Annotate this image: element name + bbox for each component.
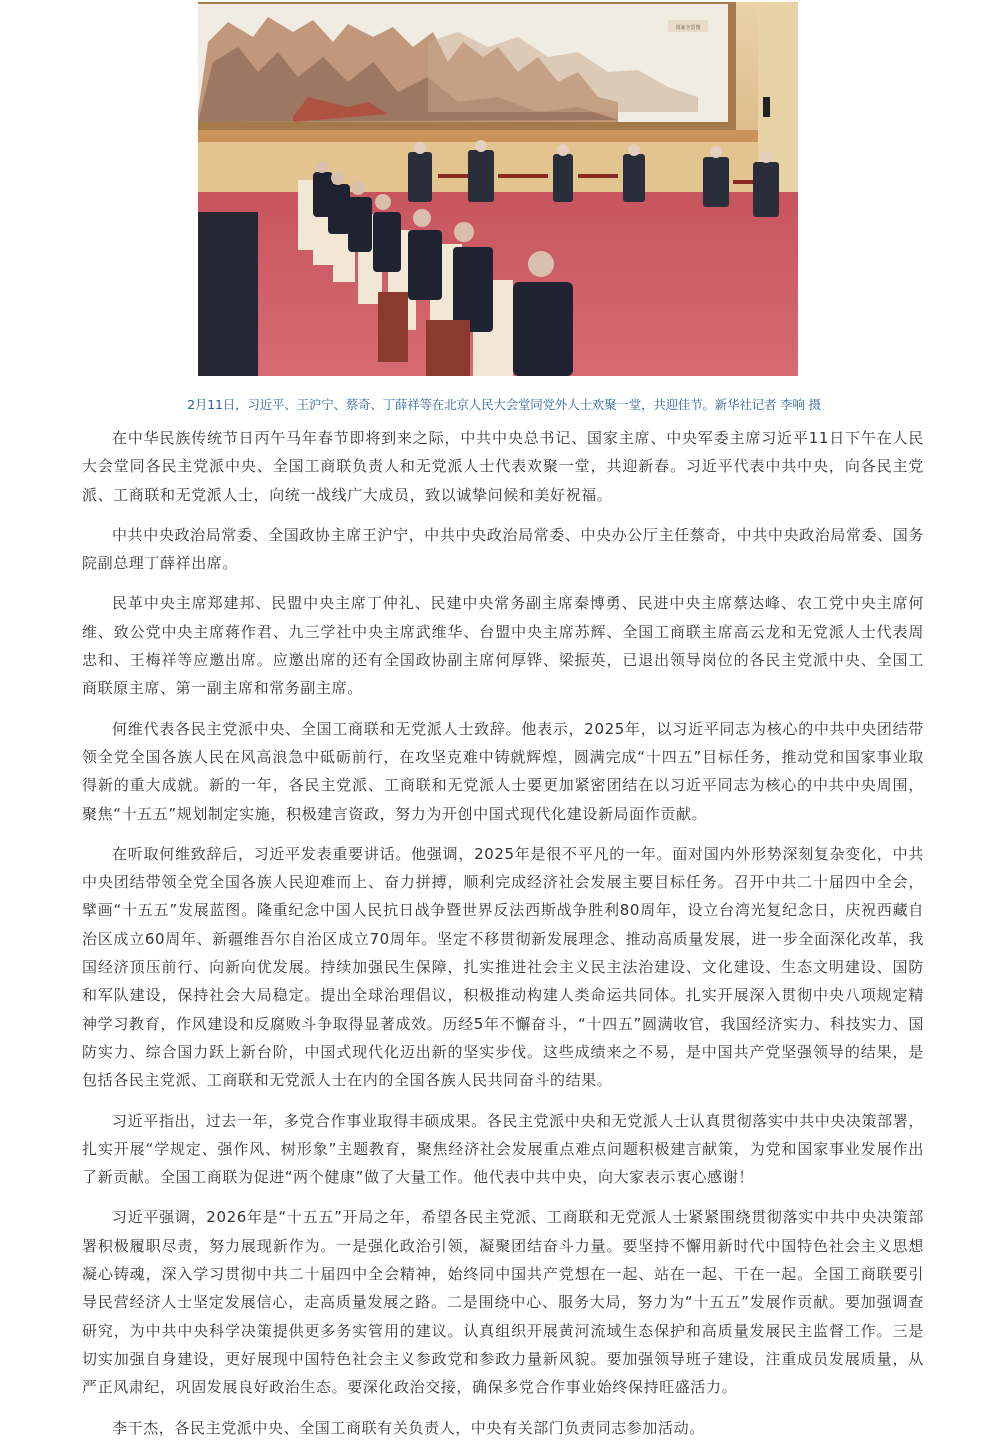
paragraph: 在听取何维致辞后，习近平发表重要讲话。他强调，2025年是很不平凡的一年。面对国内外形势深刻复杂变化，中共中央团结带领全党全国各族人民迎难而上、奋力拼搏，顺利完成经济社会发展主要目标任务。召开中共二十届四中全会，擘画“十五五”发展蓝图。隆重纪念中国人民抗日战争暨世界反法西斯战争胜利80周年，设立台湾光复纪念日，庆祝西藏自治区成立60周年、新疆维吾尔自治区成立70周年。坚定不移贯彻新发展理念、推动高质量发展，进一步全面深化改革，我国经济顶压前行、向新向优发展。持续加强民生保障，扎实推进社会主义民主法治建设、文化建设、生态文明建设、国防和军队建设，保持社会大局稳定。提出全球治理倡议，积极推动构建人类命运共同体。扎实开展深入贯彻中央八项规定精神学习教育，作风建设和反腐败斗争取得显著成效。历经5年不懈奋斗，“十四五”圆满收官，我国经济实力、科技实力、国防实力、综合国力跃上新台阶，中国式现代化迈出新的坚实步伐。这些成绩来之不易，是中国共产党坚强领导的结果，是包括各民主党派、工商联和无党派人士在内的全国各族人民共同奋斗的结果。 (82, 844, 924, 1090)
paragraph: 李干杰，各民主党派中央、全国工商联有关负责人，中央有关部门负责同志参加活动。 (112, 1418, 705, 1437)
paragraph: 习近平强调，2026年是“十五五”开局之年，希望各民主党派、工商联和无党派人士紧紧围绕贯彻落实中共中央决策部署积极履职尽责，努力展现新作为。一是强化政治引领，凝聚团结奋斗力量。要坚持不懈用新时代中国特色社会主义思想凝心铸魂，深入学习贯彻中共二十届四中全会精神，始终同中国共产党想在一起、站在一起、干在一起。全国工商联要引导民营经济人士坚定发展信心，走高质量发展之路。二是围绕中心、服务大局，努力为“十五五”发展作贡献。要加强调查研究，为中共中央科学决策提供更多务实管用的建议。认真组织开展黄河流域生态保护和高质量发展民主监督工作。三是切实加强自身建设，更好展现中国特色社会主义参政党和参政力量新风貌。要加强领导班子建设，注重成员发展质量，从严正风肃纪，巩固发展良好政治生态。要深化政治交接，确保多党合作事业始终保持旺盛活力。 (82, 1208, 924, 1397)
paragraph: 在中华民族传统节日丙午马年春节即将到来之际，中共中央总书记、国家主席、中央军委主席习近平11日下午在人民大会堂同各民主党派中央、全国工商联负责人和无党派人士代表欢聚一堂，共迎新春。习近平代表中共中央，向各民主党派、工商联和无党派人士，向统一战线广大成员，致以诚挚问候和美好祝福。 (82, 429, 924, 504)
paragraph: 何维代表各民主党派中央、全国工商联和无党派人士致辞。他表示，2025年，以习近平同志为核心的中共中央团结带领全党全国各族人民在风高浪急中砥砺前行，在攻坚克难中铸就辉煌，圆满完成“十四五”目标任务，推动党和国家事业取得新的重大成就。新的一年，各民主党派、工商联和无党派人士要更加紧密团结在以习近平同志为核心的中共中央周围，聚焦“十五五”规划制定实施，积极建言资政，努力为开创中国式现代化建设新局面作贡献。 (82, 719, 924, 823)
paragraph: 民革中央主席郑建邦、民盟中央主席丁仲礼、民建中央常务副主席秦博勇、民进中央主席蔡达峰、农工党中央主席何维、致公党中央主席蒋作君、九三学社中央主席武维华、台盟中央主席苏辉、全国工商联主席高云龙和无党派人士代表周忠和、王梅祥等应邀出席。应邀出席的还有全国政协副主席何厚铧、梁振英，已退出领导岗位的各民主党派中央、全国工商联原主席、第一副主席和常务副主席。 (82, 594, 924, 698)
article-body (82, 424, 924, 1454)
photo-caption: 2月11日，习近平、王沪宁、蔡奇、丁薛祥等在北京人民大会堂同党外人士欢聚一堂，共迎佳节。新华社记者 李响 摄 (187, 397, 821, 412)
paragraph: 中共中央政治局常委、全国政协主席王沪宁，中共中央政治局常委、中央办公厅主任蔡奇，中共中央政治局常委、国务院副总理丁薛祥出席。 (82, 525, 924, 573)
news-photo (198, 2, 798, 376)
painting-seal: 国家全景图 (675, 25, 701, 31)
paragraph: 习近平指出，过去一年，多党合作事业取得丰硕成果。各民主党派中央和无党派人士认真贯彻落实中共中央决策部署，扎实开展“学规定、强作风、树形象”主题教育，聚焦经济社会发展重点难点问题积极建言献策，为党和国家事业发展作出了新贡献。全国工商联为促进“两个健康”做了大量工作。他代表中共中央，向大家表示衷心感谢！ (82, 1111, 924, 1187)
news-photo-illustration (198, 2, 798, 376)
